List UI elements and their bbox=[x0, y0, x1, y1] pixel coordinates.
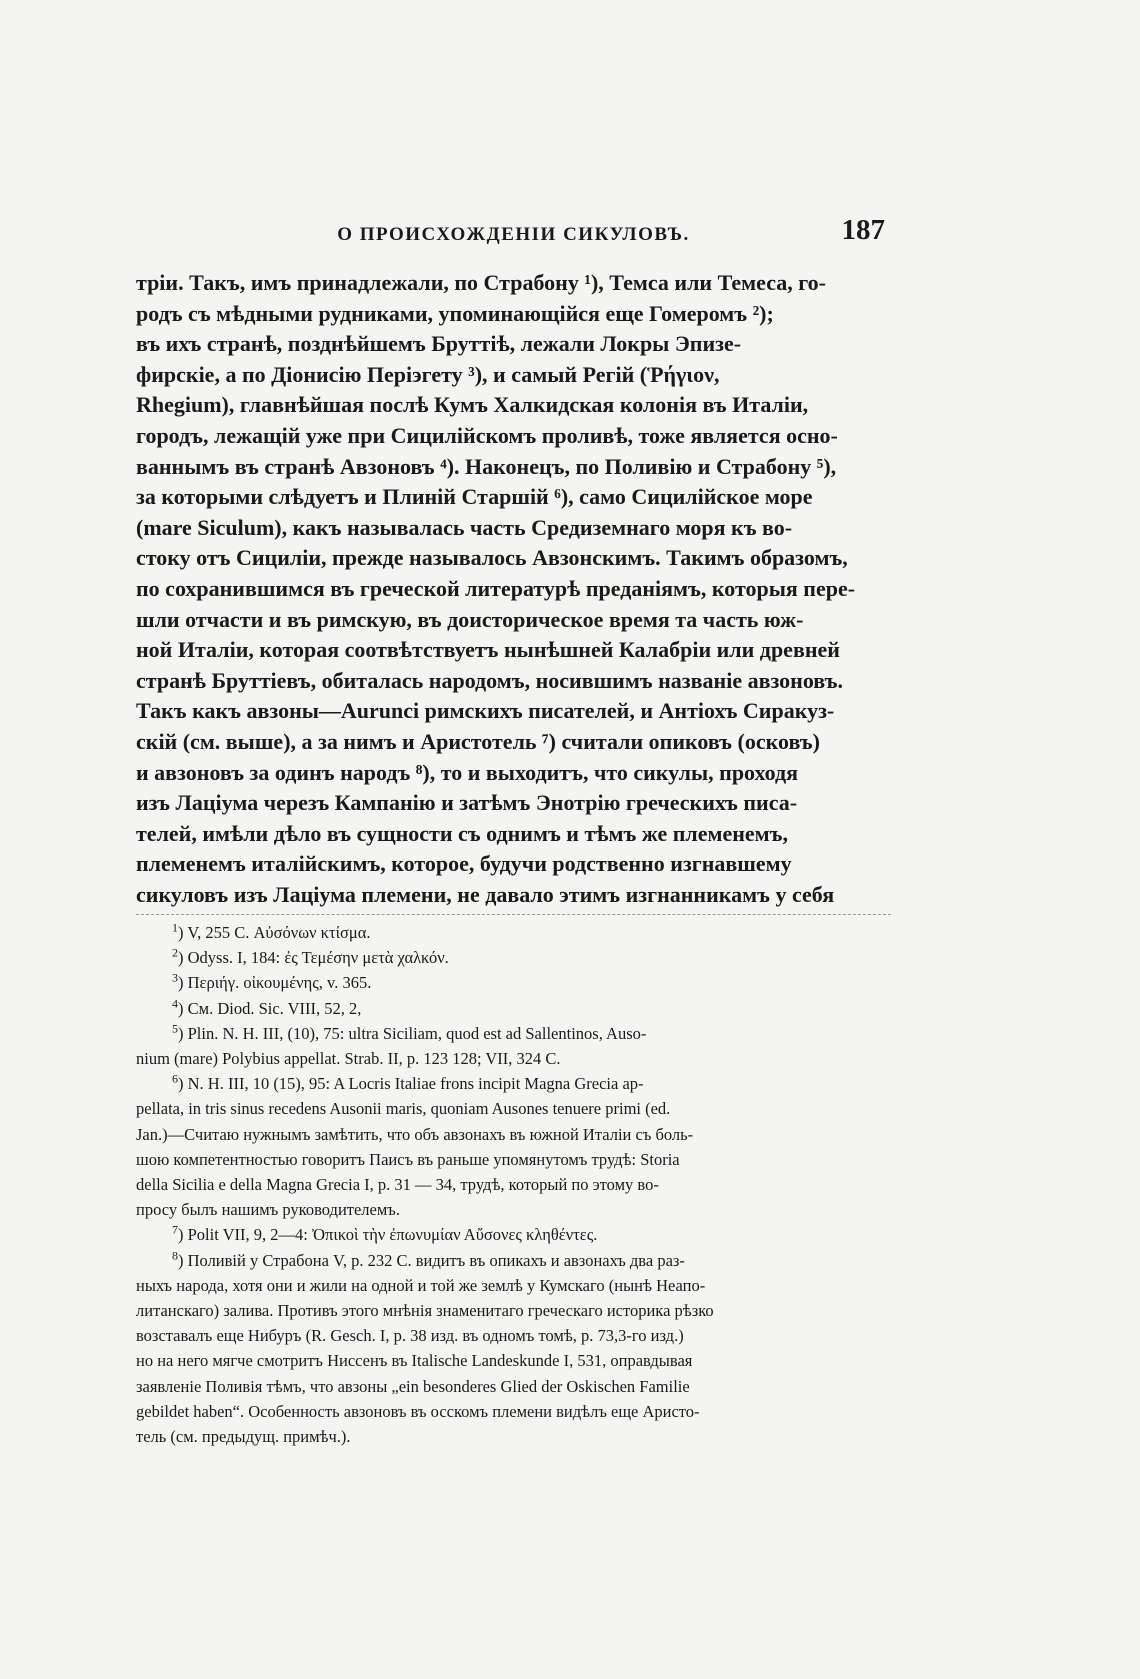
body-line: сикуловъ изъ Лаціума племени, не давало этимъ изгнанникамъ у себя bbox=[136, 881, 835, 907]
body-line: и авзоновъ за одинъ народъ ⁸), то и выходитъ, что сикулы, проходя bbox=[136, 759, 799, 785]
footnote-mark: 7 bbox=[172, 1222, 178, 1237]
body-line: родъ съ мѣдными рудниками, упоминающійся еще Гомеромъ ²); bbox=[136, 300, 774, 326]
footnote bbox=[136, 996, 891, 1021]
footnote-text: pellata, in tris sinus recedens Ausonii maris, quoniam Ausones tenuere primi (ed. bbox=[136, 1099, 671, 1119]
footnote-line bbox=[136, 996, 891, 1021]
body-line: по сохранившимся въ греческой литературѣ преданіямъ, которыя пере- bbox=[136, 575, 856, 601]
footnote-text: gebildet haben“. Особенность авзоновъ въ осскомъ племени видѣлъ еще Аристо- bbox=[136, 1401, 700, 1421]
footnote-text: V, 255 C. Αὐσόνων κτίσμα. bbox=[187, 923, 371, 942]
footnote-line bbox=[136, 970, 891, 995]
footnote-line bbox=[136, 920, 891, 945]
body-line: городъ, лежащій уже при Сицилійскомъ проливѣ, тоже является осно- bbox=[136, 422, 838, 448]
footnote-line bbox=[136, 1096, 891, 1121]
footnote-mark: 1 bbox=[172, 920, 178, 935]
footnote bbox=[136, 1021, 891, 1071]
body-line: стоку отъ Сициліи, прежде называлось Авзонскимъ. Такимъ образомъ, bbox=[136, 545, 848, 571]
footnote-text: Поливій у Страбона V, p. 232 C. видитъ въ опикахъ и авзонахъ два раз- bbox=[187, 1250, 685, 1270]
footnote-mark: 4 bbox=[172, 996, 178, 1011]
footnote-text: См. Diod. Sic. VIII, 52, 2, bbox=[187, 998, 362, 1018]
body-line: фирскіе, а по Діонисію Періэгету ³), и самый Регій (Ῥήγιον, bbox=[136, 361, 720, 387]
footnote-text: литанскаго) залива. Противъ этого мнѣнія знаменитаго греческаго историка рѣзко bbox=[136, 1301, 714, 1321]
footnote-paren: ) bbox=[178, 1023, 188, 1043]
footnote-line bbox=[136, 1122, 891, 1147]
body-line: въ ихъ странѣ, позднѣйшемъ Бруттіѣ, лежали Локры Эпизе- bbox=[136, 331, 742, 357]
footnote-mark: 2 bbox=[172, 945, 178, 960]
footnote-text: тель (см. предыдущ. примѣч.). bbox=[136, 1427, 351, 1447]
page-number: 187 bbox=[841, 214, 885, 246]
footnote-line bbox=[136, 1323, 891, 1348]
footnote-line bbox=[136, 1197, 891, 1222]
body-line: скій (см. выше), а за нимъ и Аристотель ⁷) считали опиковъ (осковъ) bbox=[136, 728, 820, 754]
footnote-paren: ) bbox=[178, 948, 188, 968]
footnote-text: Περιήγ. οἰκουμένης, v. 365. bbox=[187, 973, 372, 993]
footnote-paren: ) bbox=[178, 1250, 188, 1270]
body-line: шли отчасти и въ римскую, въ доисторическое время та часть юж- bbox=[136, 606, 804, 632]
footnote-text: Jan.)—Считаю нужнымъ замѣтить, что объ авзонахъ въ южной Италіи съ боль- bbox=[136, 1124, 694, 1144]
footnote-line bbox=[136, 1172, 891, 1197]
body-line: телей, имѣли дѣло въ сущности съ однимъ и тѣмъ же племенемъ, bbox=[136, 820, 788, 846]
footnote bbox=[136, 920, 891, 945]
footnote bbox=[136, 1222, 891, 1247]
footnote bbox=[136, 1248, 891, 1450]
body-line: за которыми слѣдуетъ и Плиній Старшій ⁶), само Сицилійское море bbox=[136, 484, 813, 510]
body-line: Rhegium), главнѣйшая послѣ Кумъ Халкидская колонія въ Италіи, bbox=[136, 392, 809, 418]
page-header bbox=[136, 214, 891, 254]
body-line: племенемъ италійскимъ, которое, будучи родственно изгнавшему bbox=[136, 851, 792, 877]
footnote bbox=[136, 945, 891, 970]
body-line: Такъ какъ авзоны—Aurunci римскихъ писателей, и Антіохъ Сиракуз- bbox=[136, 698, 835, 724]
footnote-line bbox=[136, 1222, 891, 1247]
body-line: ной Италіи, которая соотвѣтствуетъ нынѣшней Калабріи или древней bbox=[136, 637, 840, 663]
footnotes bbox=[136, 920, 891, 1449]
footnote-line bbox=[136, 1399, 891, 1424]
footnote-paren: ) bbox=[178, 1225, 188, 1245]
body-line: странѣ Бруттіевъ, обиталась народомъ, носившимъ названіе авзоновъ. bbox=[136, 667, 843, 693]
body-line: (mare Siculum), какъ называлась часть Средиземнаго моря къ во- bbox=[136, 514, 793, 540]
footnote-text: заявленіе Поливія тѣмъ, что авзоны „ein besonderes Glied der Oskischen Familie bbox=[136, 1376, 690, 1396]
footnote-text: Polit VII, 9, 2—4: Ὀπικοὶ τὴν ἐπωνυμίαν Αὔσονες κληθέντες. bbox=[187, 1225, 598, 1245]
footnote-line bbox=[136, 1348, 891, 1373]
main-text bbox=[136, 268, 891, 910]
footnote-mark: 3 bbox=[172, 970, 178, 985]
footnote-paren: ) bbox=[178, 923, 188, 942]
footnote-text: возставалъ еще Нибуръ (R. Gesch. I, p. 38 изд. въ одномъ томѣ, p. 73,3-го изд.) bbox=[136, 1326, 684, 1346]
footnote-text: шою компетентностью говоритъ Паисъ въ раньше упомянутомъ трудѣ: Storia bbox=[136, 1149, 680, 1169]
footnote-line bbox=[136, 1248, 891, 1273]
footnote-paren: ) bbox=[178, 1074, 188, 1094]
footnote-separator bbox=[136, 914, 891, 915]
footnote-text: della Sicilia e della Magna Grecia I, p. 31 — 34, трудѣ, который по этому во- bbox=[136, 1175, 659, 1195]
body-line: изъ Лаціума черезъ Кампанію и затѣмъ Энотрію греческихъ писа- bbox=[136, 790, 798, 816]
footnote-text: просу былъ нашимъ руководителемъ. bbox=[136, 1200, 400, 1220]
footnote-line bbox=[136, 1046, 891, 1071]
footnote-line bbox=[136, 1374, 891, 1399]
footnote-line bbox=[136, 1298, 891, 1323]
footnote-text: но на него мягче смотритъ Ниссенъ въ Italische Landeskunde I, 531, оправдывая bbox=[136, 1351, 693, 1371]
footnote-text: Odyss. I, 184: ἐς Τεμέσην μετὰ χαλκόν. bbox=[187, 948, 449, 968]
body-line: тріи. Такъ, имъ принадлежали, по Страбону ¹), Темса или Темеса, го- bbox=[136, 270, 827, 295]
footnote-text: N. H. III, 10 (15), 95: A Locris Italiae frons incipit Magna Grecia ap- bbox=[187, 1074, 644, 1094]
footnote-paren: ) bbox=[178, 973, 188, 993]
footnote bbox=[136, 970, 891, 995]
footnote-line bbox=[136, 1424, 891, 1449]
footnote-line bbox=[136, 1147, 891, 1172]
footnote-line bbox=[136, 1071, 891, 1096]
running-head: О ПРОИСХОЖДЕНІИ СИКУЛОВЪ. bbox=[337, 224, 690, 245]
footnote-line bbox=[136, 1021, 891, 1046]
footnote-paren: ) bbox=[178, 998, 188, 1018]
footnote-mark: 8 bbox=[172, 1248, 178, 1263]
footnote-mark: 6 bbox=[172, 1071, 178, 1086]
footnote bbox=[136, 1071, 891, 1222]
footnote-line bbox=[136, 1273, 891, 1298]
footnote-text: ныхъ народа, хотя они и жили на одной и той же землѣ у Кумскаго (нынѣ Неапо- bbox=[136, 1275, 706, 1295]
footnote-text: Plin. N. H. III, (10), 75: ultra Siciliam, quod est ad Sallentinos, Auso- bbox=[187, 1023, 647, 1043]
body-line: ваннымъ въ странѣ Авзоновъ ⁴). Наконецъ, по Поливію и Страбону ⁵), bbox=[136, 453, 837, 479]
footnote-text: nium (mare) Polybius appellat. Strab. II, p. 123 128; VII, 324 C. bbox=[136, 1049, 561, 1069]
footnote-line bbox=[136, 945, 891, 970]
footnote-mark: 5 bbox=[172, 1021, 178, 1036]
